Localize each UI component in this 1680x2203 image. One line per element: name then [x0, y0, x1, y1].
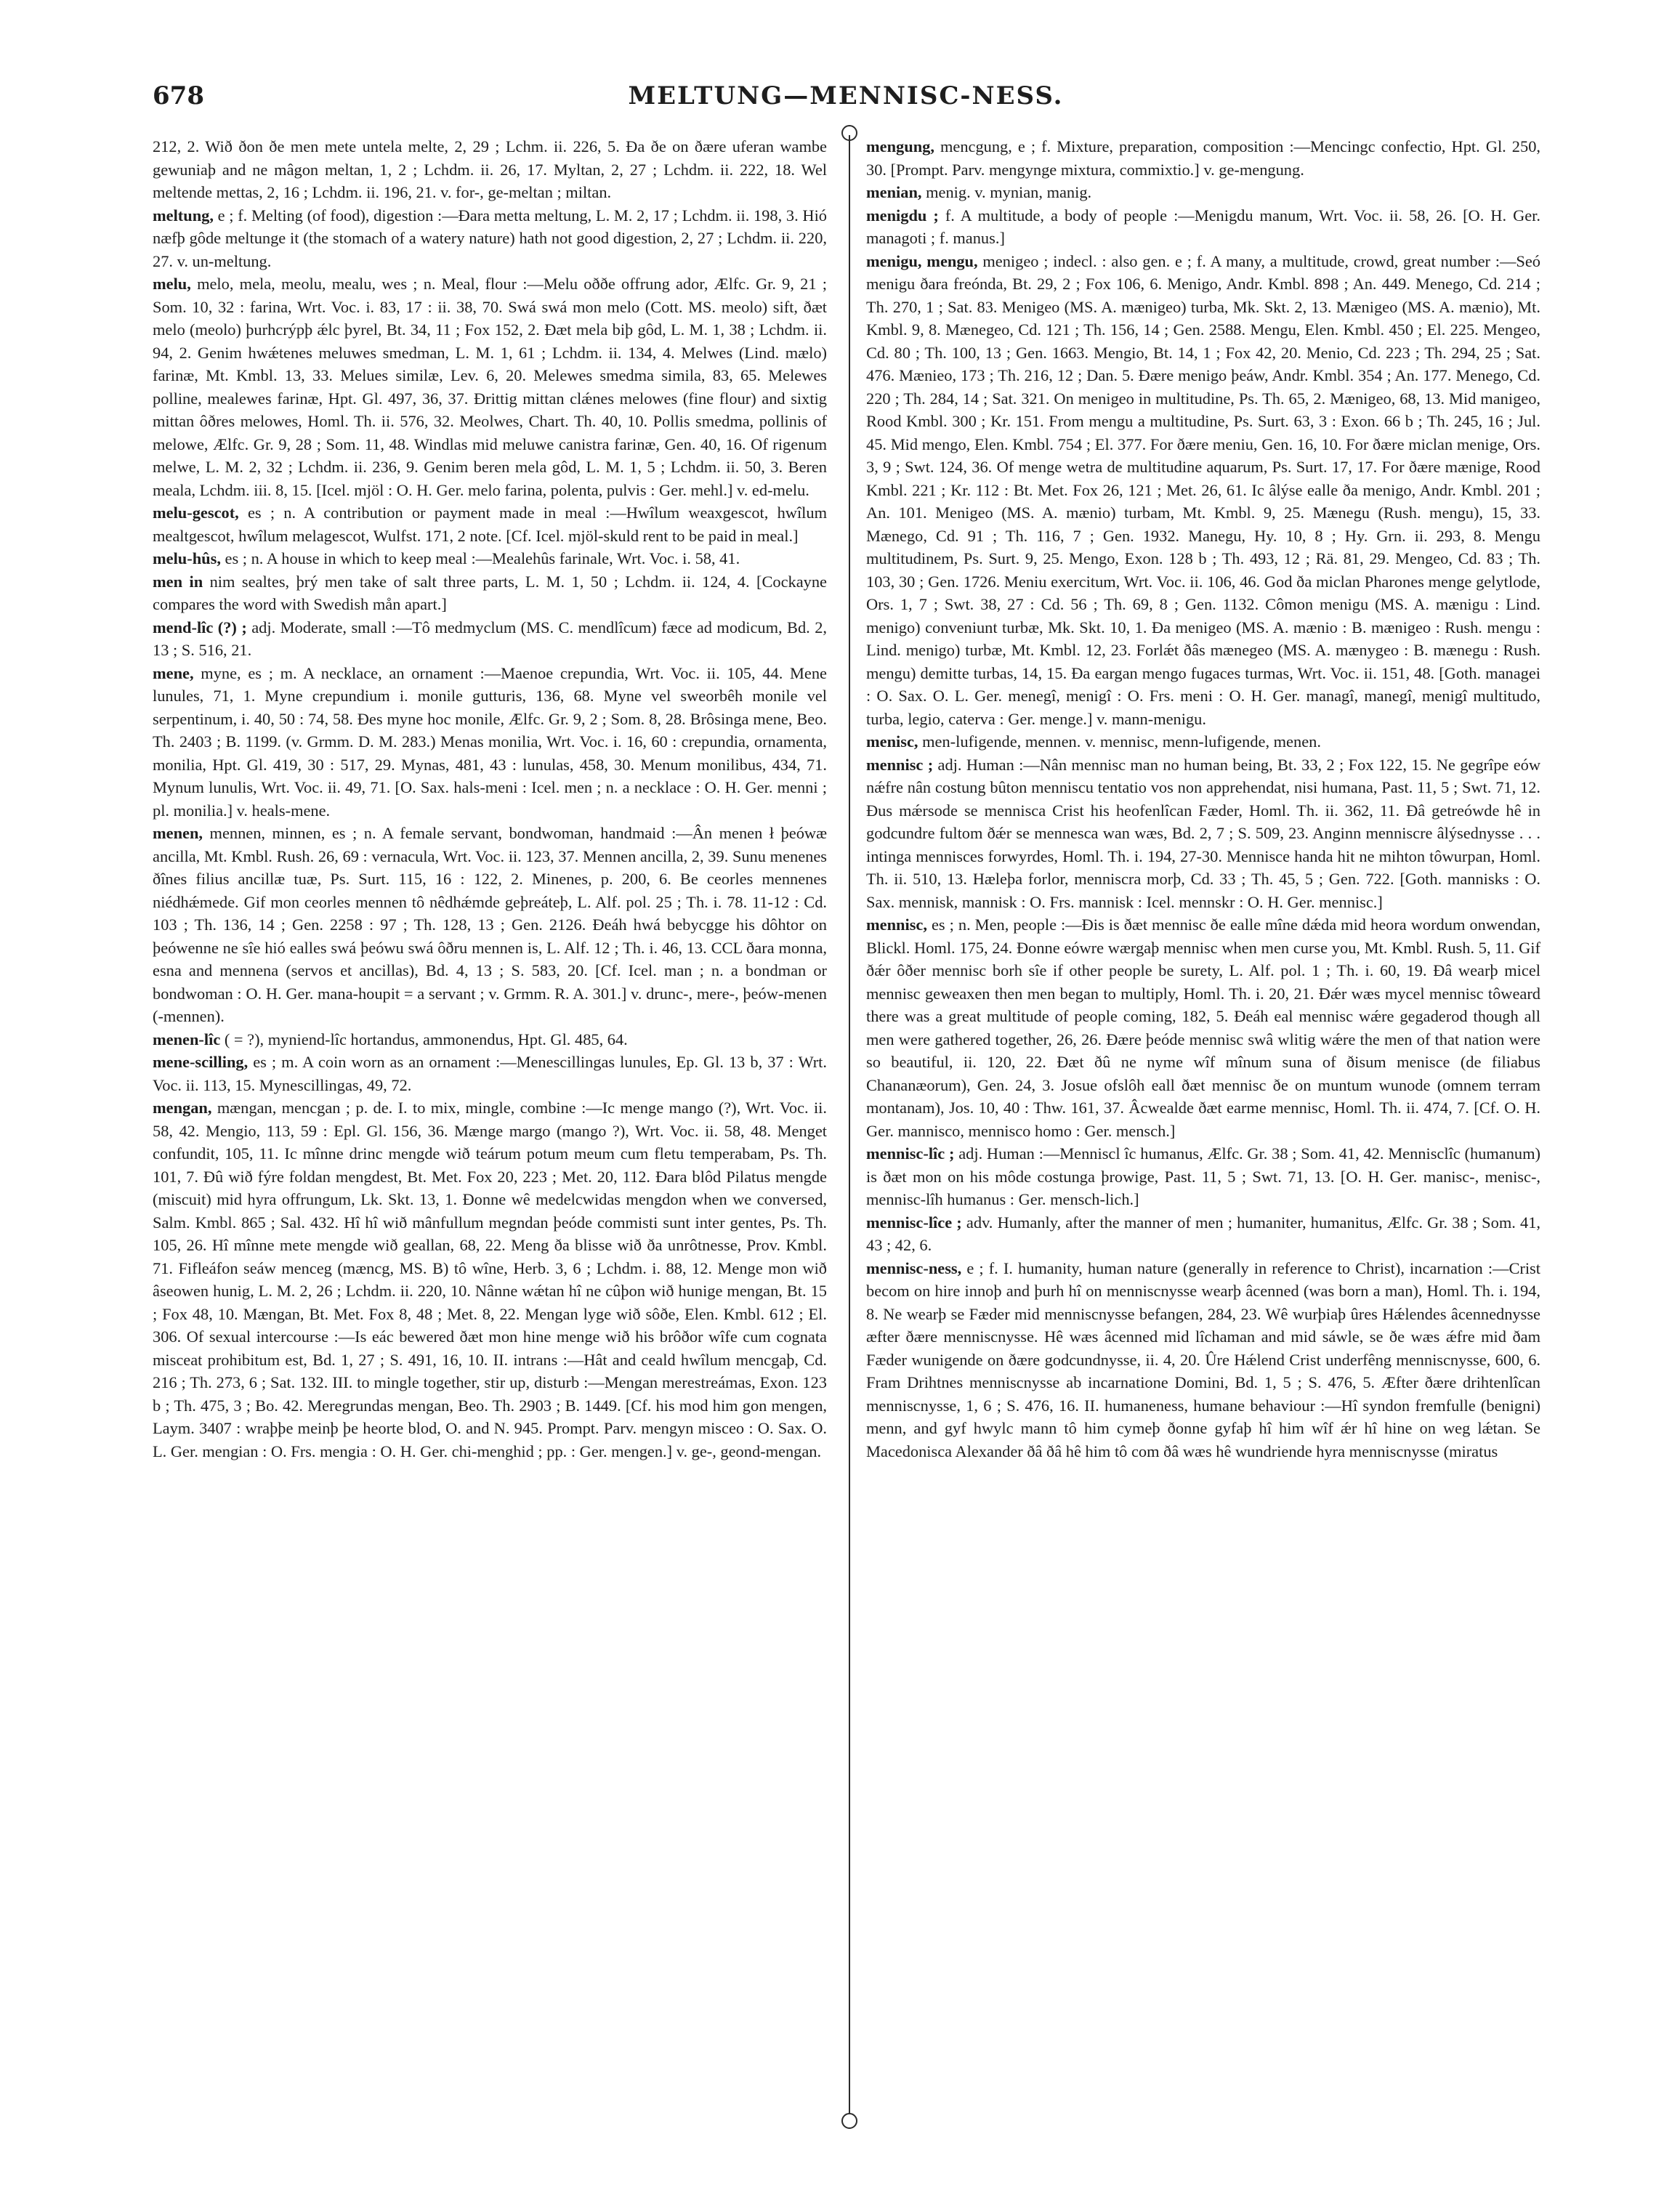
- dictionary-entry: [866, 730, 1540, 753]
- dictionary-entry: [153, 135, 827, 204]
- dictionary-entry: [153, 662, 827, 822]
- entry-text: mængan, mencgan ; p. de. I. to mix, mingle, combine :—Ic menge mango (?), Wrt. Voc. ii. 58, 42. Mengio, 113, 59 : Epl. Gl. 156, 36. Mænge margo (mango ?), Wrt. Voc. ii. 58, 48. Menget confundit, 105, 11. Ic mînne drinc mengde wið teárum potum meum cum fletu temperabam, Ps. Th. 101, 7. Ðû wið fýre foldan mengdest, Bt. Met. Fox 20, 223 ; Met. 20, 112. Ðara blôd Pilatus mengde (miscuit) mid hyra offrungum, Lk. Skt. 13, 1. Ðonne wê medelcwidas mengdon when we conversed, Salm. Kmbl. 865 ; Sal. 432. Hî hî wið mânfullum megndan þeóde commisti sunt inter gentes, Ps. Th. 105, 26. Hî mînne mete mengde wið geallan, 68, 22. Meng ða blisse wið ða unrôtnesse, Prov. Kmbl. 71. Fifleáfon seáw menceg (mæncg, MS. B) tô wîne, Herb. 3, 6 ; Lchdm. i. 88, 12. Menge mon wið âseowen hunig, L. M. 2, 26 ; Lchdm. ii. 220, 10. Nânne wǽtan hî ne cûþon wið hunige mengan, Bt. 15 ; Fox 48, 10. Mængan, Bt. Met. Fox 8, 48 ; Met. 8, 22. Mengan lyge wið sôðe, Elen. Kmbl. 612 ; El. 306. Of sexual intercourse :—Is eác bewered ðæt mon hine menge wið his brôðor wîfe cum cognata misceat prohibitum est, Bd. 1, 27 ; S. 491, 16, 10. II. intrans :—Hât and ceald hwîlum mencgaþ, Cd. 216 ; Th. 273, 6 ; Sat. 132. III. to mingle together, stir up, disturb :—Mengan merestreámas, Exon. 123 b ; Th. 475, 3 ; Bo. 42. Meregrundas mengan, Beo. Th. 2903 ; B. 1449. [Cf. his mod him gon mengen, Laym. 3407 : wraþþe meinþ þe heorte blod, O. and N. 945. Prompt. Parv. mengyn misceo : O. Sax. O. L. Ger. mengian : O. Frs. mengia : O. H. Ger. chi-menghid ; pp. : Ger. mengen.] v. ge-, geond-mengan.: [153, 1099, 827, 1460]
- entry-text: myne, es ; m. A necklace, an ornament :—Maenoe crepundia, Wrt. Voc. ii. 105, 44. Mene lunules, 71, 1. Myne crepundium i. monile gutturis, 136, 68. Myne vel sweorbêh monile vel serpentinum, i. 40, 50 : 74, 58. Ðes myne hoc monile, Ælfc. Gr. 9, 2 ; Som. 8, 28. Brôsinga mene, Beo. Th. 2403 ; B. 1199. (v. Grmm. D. M. 283.) Menas monilia, Wrt. Voc. i. 16, 60 : crepundia, ornamenta, monilia, Hpt. Gl. 419, 30 : 517, 29. Mynas, 481, 43 : lunulas, 458, 30. Menum monilibus, 434, 71. Mynum lunulis, Wrt. Voc. ii. 49, 71. [O. Sax. hals-meni : Icel. men ; n. a necklace : O. H. Ger. menni ; pl. monilia.] v. heals-mene.: [153, 663, 827, 820]
- dictionary-entry: [866, 1142, 1540, 1211]
- dictionary-entry: [153, 1051, 827, 1096]
- entry-headword: mennisc-ness,: [866, 1258, 962, 1277]
- entry-headword: mennisc-lîc ;: [866, 1144, 955, 1163]
- entry-text: nim sealtes, þrý men take of salt three parts, L. M. 1, 50 ; Lchdm. ii. 124, 4. [Cockayne compares the word with Swedish mån apart.]: [153, 572, 827, 613]
- entry-headword: mennisc,: [866, 915, 927, 934]
- entry-text: 212, 2. Wið ðon ðe men mete untela melte, 2, 29 ; Lchm. ii. 226, 5. Ða ðe on ðære uferan wambe gewuniaþ and ne mâgon meltan, 1, 2 ; Lchdm. ii. 26, 17. Myltan, 2, 27 ; Lchdm. ii. 222, 18. Wel meltende mettas, 2, 16 ; Lchdm. ii. 196, 21. v. for-, ge-meltan ; miltan.: [153, 137, 827, 201]
- dictionary-entry: [153, 204, 827, 273]
- entry-headword: mene,: [153, 663, 194, 682]
- dictionary-entry: [153, 616, 827, 662]
- entry-text: melo, mela, meolu, mealu, wes ; n. Meal, flour :—Melu oððe offrung ador, Ælfc. Gr. 9, 21 ; Som. 10, 32 : farina, Wrt. Voc. i. 83, 17 : ii. 38, 70. Swá swá mon melo (Cott. MS. meolo) sift, ðæt melo (meolo) þurhcrýpþ ǽlc þyrel, Bt. 34, 11 ; Fox 152, 2. Ðæt mela biþ gôd, L. M. 1, 38 ; Lchdm. ii. 94, 2. Genim hwǽtenes meluwes smedman, L. M. 1, 61 ; Lchdm. ii. 134, 4. Melwes (Lind. mælo) farinæ, Mt. Kmbl. 13, 33. Melues similæ, Lev. 6, 20. Melewes smedma simila, 83, 65. Melewes polline, mealewes farinæ, Hpt. Gl. 497, 36, 37. Ðrittig mittan clǽnes melowes (fine flour) and sixtig mittan ôðres melowes, Homl. Th. ii. 576, 32. Meolwes, Chart. Th. 40, 10. Pollis smedma, pollinis of melowe, Ælfc. Gr. 9, 28 ; Som. 11, 48. Windlas mid meluwe canistra farinæ, Gen. 40, 16. Of rigenum melwe, L. M. 2, 32 ; Lchdm. ii. 236, 9. Genim beren mela gôd, L. M. 1, 5 ; Lchdm. ii. 50, 3. Beren meala, Lchdm. iii. 8, 15. [Icel. mjöl : O. H. Ger. melo farina, polenta, pulvis : Ger. mehl.] v. ed-melu.: [153, 275, 827, 499]
- dictionary-entry: [153, 570, 827, 616]
- dictionary-entry: [153, 1096, 827, 1463]
- dictionary-entry: [153, 547, 827, 570]
- entry-headword: melu-gescot,: [153, 504, 239, 522]
- entry-text: adv. Humanly, after the manner of men ; humaniter, humanitus, Ælfc. Gr. 38 ; Som. 41, 43 ; 42, 6.: [866, 1213, 1540, 1254]
- entry-text: es ; n. A house in which to keep meal :—Mealehûs farinale, Wrt. Voc. i. 58, 41.: [220, 549, 740, 567]
- entry-headword: menigdu ;: [866, 206, 939, 225]
- dictionary-entry: [153, 822, 827, 1028]
- page-number: 678: [153, 81, 204, 110]
- entry-headword: mennisc-lîce ;: [866, 1213, 962, 1232]
- entry-text: e ; f. I. humanity, human nature (generally in reference to Christ), incarnation :—Crist becom on hire innoþ and þurh hî on menniscnysse wearþ âcenned (was born a man), Homl. Th. i. 194, 8. Ne wearþ se Fæder mid menniscnysse befangen, 284, 23. Wê wurþiaþ ûres Hǽlendes âcennednysse æfter ðære menniscnysse. Hê wæs âcenned mid lîchaman and mid sáwle, se ðe wæs ǽfre mid ðam Fæder wunigende on ðære godcundnysse, ii. 4, 20. Ûre Hǽlend Crist underfêng menniscnysse, 600, 6. Fram Drihtnes menniscnysse ab incarnatione Domini, Bd. 1, 5 ; S. 476, 5. Æfter ðære drihtenlîcan menniscnysse, 1, 6 ; S. 476, 16. II. humaneness, humane behaviour :—Hî syndon fremfulle (benigni) menn, and gyf hwylc mann tô him cymeþ ðonne gyfaþ hî him wîf ǽr hî hine on weg lǽtan. Se Macedonisca Alexander ðâ ðâ hê him tô com ðâ wæs hê wundriende hyra menniscnysse (miratus: [866, 1258, 1540, 1460]
- entry-headword: men in: [153, 572, 203, 591]
- entry-headword: menian,: [866, 183, 922, 201]
- dictionary-entry: [866, 753, 1540, 914]
- column-divider: [849, 135, 850, 2126]
- dictionary-entry: [866, 250, 1540, 731]
- entry-text: adj. Human :—Menniscl îc humanus, Ælfc. Gr. 38 ; Som. 41, 42. Mennisclîc (humanum) is ðæt mon on his môde costunga þrowige, Past. 11, 5 ; Swt. 71, 13. [O. H. Ger. manisc-, menisc-, mennisc-lîh humanus : Ger. mensch-lich.]: [866, 1144, 1540, 1208]
- entry-text: es ; m. A coin worn as an ornament :—Menescillingas lunules, Ep. Gl. 13 b, 37 : Wrt. Voc. ii. 113, 15. Mynescillingas, 49, 72.: [153, 1053, 827, 1094]
- entry-text: es ; n. A contribution or payment made in meal :—Hwîlum weaxgescot, hwîlum mealtgescot, hwîlum melagescot, Wulfst. 171, 2 note. [Cf. Icel. mjöl-skuld rent to be paid in meal.]: [153, 504, 827, 545]
- entry-text: adj. Moderate, small :—Tô medmyclum (MS. C. mendlîcum) fæce ad modicum, Bd. 2, 13 ; S. 516, 21.: [153, 618, 827, 659]
- dictionary-entry: [866, 204, 1540, 250]
- left-column: [153, 135, 827, 2155]
- entry-text: mennen, minnen, es ; n. A female servant, bondwoman, handmaid :—Ân menen ł þeówæ ancilla, Mt. Kmbl. Rush. 26, 69 : vernacula, Wrt. Voc. ii. 123, 37. Mennen ancilla, 2, 39. Sunu menenes ðînes filius ancillæ tuæ, Ps. Surt. 115, 16 : 122, 2. Minenes, p. 200, 6. Be ceorles mennenes niédhǽmede. Gif mon ceorles mennen tô nêdhǽmde geþreáteþ, L. Alf. pol. 25 ; Th. i. 78. 11-12 : Cd. 103 ; Th. 136, 14 ; Gen. 2258 : 97 ; Th. 128, 13 ; Gen. 2126. Ðeáh hwá bebycgge his dôhtor on þeówenne ne sîe hió ealles swá þeówu swá ôðru mennen is, L. Alf. 12 ; Th. i. 46, 13. CCL ðara monna, esna and mennena (servos et ancillas), Bd. 4, 13 ; S. 583, 20. [Cf. Icel. man ; n. a bondman or bondwoman : O. H. Ger. mana-houpit = a servant ; v. Grmm. R. A. 301.] v. drunc-, mere-, þeów-menen (-mennen).: [153, 824, 827, 1025]
- dictionary-entry: [866, 1211, 1540, 1257]
- dictionary-entry: [153, 501, 827, 547]
- entry-text: adj. Human :—Nân mennisc man no human being, Bt. 33, 2 ; Fox 122, 15. Ne gegrîpe eów nǽfre nân costung bûton menniscu tentatio vos non apprehendat, nisi humana, Past. 11, 5 ; Swt. 71, 12. Ðus mǽrsode se mennisca Crist his heofenlîcan Fæder, Homl. Th. ii. 362, 11. Ðâ getreówde hê in godcundre fultom ðǽr se mennesca wan wæs, Bd. 2, 7 ; S. 509, 23. Anginn menniscre âlýsednysse . . . intinga mennisces forwyrdes, Homl. Th. i. 194, 27-30. Mennisce handa hit ne mihton tôwurpan, Homl. Th. ii. 510, 13. Hæleþa forlor, menniscra morþ, Cd. 33 ; Th. 45, 5 ; Gen. 722. [Goth. mannisks : O. Sax. mennisk, mannisk : O. Frs. mannisk : Icel. mennskr : O. H. Ger. mennisc.]: [866, 755, 1540, 911]
- dictionary-entry: [153, 272, 827, 501]
- entry-text: e ; f. Melting (of food), digestion :—Ðara metta meltung, L. M. 2, 17 ; Lchdm. ii. 198, 3. Hió næfþ gôde meltunge it (the stomach of a watery nature) hath not good digestion, 2, 27 ; Lchdm. ii. 220, 27. v. un-meltung.: [153, 206, 827, 270]
- column-divider-ornament-bottom: [841, 2113, 857, 2129]
- entry-headword: mend-lîc (?) ;: [153, 618, 247, 636]
- entry-headword: mennisc ;: [866, 755, 934, 774]
- entry-headword: mengung,: [866, 137, 934, 155]
- entry-headword: melu-hûs,: [153, 549, 221, 567]
- entry-headword: menen-lîc: [153, 1030, 221, 1048]
- dictionary-entry: [866, 1257, 1540, 1463]
- entry-text: f. A multitude, a body of people :—Menigdu manum, Wrt. Voc. ii. 58, 26. [O. H. Ger. managoti ; f. manus.]: [866, 206, 1540, 247]
- dictionary-entry: [866, 135, 1540, 181]
- dictionary-entry: [866, 913, 1540, 1142]
- right-column: [866, 135, 1540, 2155]
- entry-text: menig. v. mynian, manig.: [921, 183, 1092, 201]
- entry-text: es ; n. Men, people :—Ðis is ðæt mennisc ðe ealle mîne dǽda mid heora wordum onwendan, Blickl. Homl. 175, 24. Ðonne eówre wærgaþ mennisc when men curse you, Mt. Kmbl. Rush. 5, 11. Gif ðǽr ôðer mennisc borh sîe if other people be surety, L. Alf. pol. 1 ; Th. i. 60, 19. Ðâ wearþ micel mennisc geweaxen then men began to multiply, Homl. Th. i. 20, 21. Ðǽr wæs mycel mennisc tôweard there was a great multitude of people coming, 182, 5. Ðeáh eal mennisc wǽre gegaderod though all men were gathered together, 26, 26. Ðære þeóde mennisc swâ wlitig wǽre the men of that nation were so beautiful, ii. 120, 22. Ðæt ðû ne nyme wîf mînum suna of ðisum menisce (de filiabus Chananæorum), Gen. 24, 3. Josue ofslôh eall ðæt mennisc ðe on muntum wunode (omnem terram montanam), Jos. 10, 40 : Thw. 161, 37. Âcwealde ðæt earme mennisc, Homl. Th. ii. 474, 7. [Cf. O. H. Ger. mannisco, mennisco homo : Ger. mensch.]: [866, 915, 1540, 1140]
- dictionary-entry: [866, 181, 1540, 204]
- entry-headword: menen,: [153, 824, 203, 842]
- entry-headword: menigu, mengu,: [866, 251, 978, 270]
- page-header: [153, 81, 1539, 122]
- running-head: MELTUNG—MENNISC-NESS.: [628, 81, 1064, 110]
- entry-headword: menisc,: [866, 732, 918, 751]
- entry-headword: melu,: [153, 275, 191, 293]
- dictionary-entry: [153, 1028, 827, 1051]
- entry-headword: meltung,: [153, 206, 214, 225]
- entry-headword: mengan,: [153, 1099, 212, 1117]
- entry-headword: mene-scilling,: [153, 1053, 249, 1071]
- entry-text: mencgung, e ; f. Mixture, preparation, composition :—Mencingc confectio, Hpt. Gl. 250, 30. [Prompt. Parv. mengynge mixtura, commixtio.] v. ge-mengung.: [866, 137, 1540, 179]
- entry-text: men-lufigende, mennen. v. mennisc, menn-lufigende, menen.: [918, 732, 1321, 751]
- entry-text: menigeo ; indecl. : also gen. e ; f. A many, a multitude, crowd, great number :—Seó menigu ðara freónda, Bt. 29, 2 ; Fox 106, 6. Menigo, Andr. Kmbl. 898 ; An. 449. Menego, Cd. 214 ; Th. 270, 1 ; Sat. 83. Menigeo (MS. A. mænigeo) turba, Mk. Skt. 2, 13. Mænigeo (MS. A. mænio), Mt. Kmbl. 9, 8. Mænegeo, Cd. 121 ; Th. 156, 14 ; Gen. 2588. Mengu, Elen. Kmbl. 450 ; El. 225. Mengeo, Cd. 80 ; Th. 100, 13 ; Gen. 1663. Mengio, Bt. 14, 1 ; Fox 42, 20. Menio, Cd. 223 ; Th. 294, 25 ; Sat. 476. Mænieo, 173 ; Th. 216, 12 ; Dan. 5. Ðære menigo þeáw, Andr. Kmbl. 354 ; An. 177. Menego, Cd. 220 ; Th. 284, 14 ; Sat. 321. On menigeo in multitudine, Ps. Th. 65, 2. Mænigeo, 68, 13. Mid manigeo, Rood Kmbl. 300 ; Kr. 151. From mengu a multitudine, Ps. Surt. 63, 3 : Exon. 66 b ; Th. 245, 16 ; Jul. 45. Mid mengo, Elen. Kmbl. 754 ; El. 377. For ðære meniu, Gen. 16, 10. For ðære miclan menige, Ors. 3, 9 ; Swt. 124, 36. Of menge wetra de multitudine aquarum, Ps. Surt. 17, 17. For ðære mænige, Rood Kmbl. 221 ; Kr. 112 : Bt. Met. Fox 26, 121 ; Met. 26, 61. Ic âlýse ealle ða menigo, Andr. Kmbl. 201 ; An. 101. Menigeo (MS. A. mænio) turbam, Mt. Kmbl. 9, 25. Mænegu (Rush. mengu), 15, 33. Mænego, Cd. 91 ; Th. 116, 7 ; Gen. 1932. Manegu, Hy. 10, 8 ; Hy. Grn. ii. 293, 8. Mengu multitudinem, Ps. Surt. 9, 25. Mengo, Exon. 128 b ; Th. 493, 12 ; Rä. 81, 29. Mengeo, Cd. 83 ; Th. 103, 30 ; Gen. 1726. Meniu exercitum, Wrt. Voc. ii. 106, 46. God ða miclan Pharones menge gelytlode, Ors. 1, 7 ; Swt. 38, 27 : Cd. 56 ; Th. 69, 8 ; Gen. 1132. Cômon menigu (MS. A. mænigu : Lind. menigo) conveniunt turbæ, Mk. Skt. 10, 1. Ða menigeo (MS. A. mænio : B. mænigeo : Rush. mengu : Lind. menigo) turbæ, Mt. Kmbl. 12, 23. Forlǽt ðâs mænegeo (MS. A. mænygeo : B. mænegu : Rush. mengu) demitte turbas, 14, 15. Ða eargan mengo fugaces turmas, Wrt. Voc. ii. 151, 48. [Goth. managei : O. Sax. O. L. Ger. menegî, menigî : O. Frs. meni : O. H. Ger. managî, manegî, menigî multitudo, turba, legio, caterva : Ger. menge.] v. mann-menigu.: [866, 251, 1540, 728]
- entry-text: ( = ?), myniend-lîc hortandus, ammonendus, Hpt. Gl. 485, 64.: [220, 1030, 628, 1048]
